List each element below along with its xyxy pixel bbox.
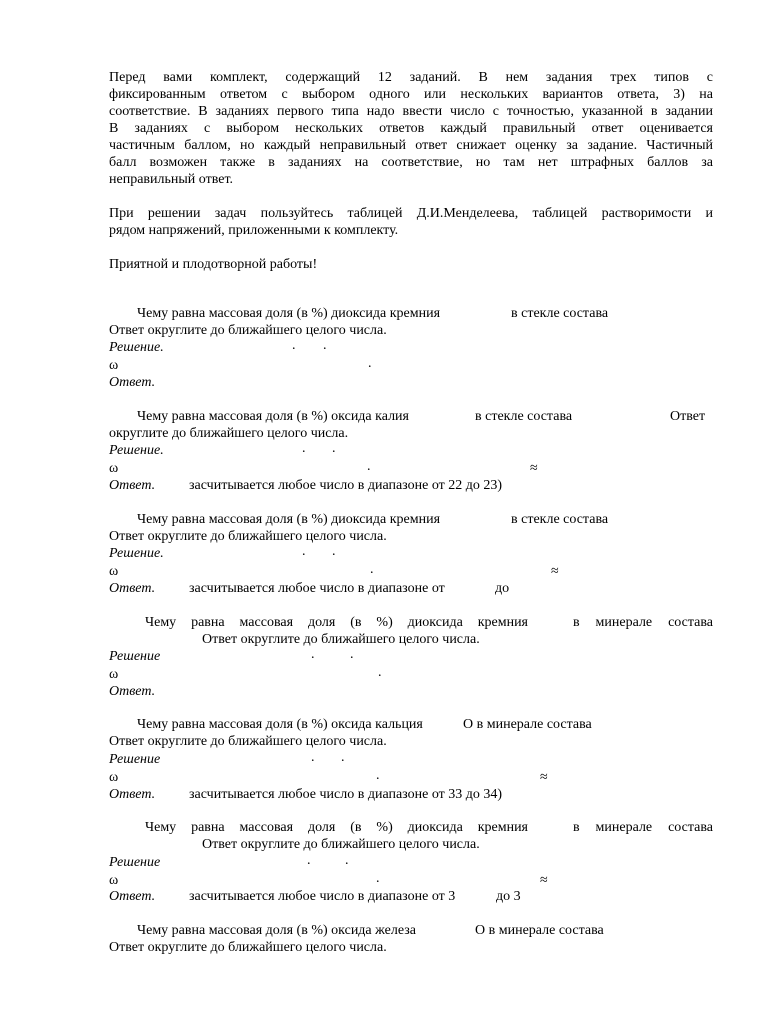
- task5-dot-c: .: [376, 768, 380, 783]
- task2-answer-text: засчитывается любое число в диапазоне от 22 до 23): [189, 478, 503, 493]
- task6-answer-text: засчитывается любое число в диапазоне от 3: [189, 889, 456, 904]
- intro-line-5: частичным баллом, но каждый неправильный ответ снижает оценку за задание. Частичный: [109, 138, 713, 153]
- task4-dot-c: .: [378, 665, 382, 680]
- task3-omega: ω: [109, 564, 119, 579]
- task4-answer-label: Ответ.: [109, 684, 156, 699]
- task6-dot-b: .: [345, 853, 349, 868]
- task6-approx: ≈: [540, 873, 548, 888]
- task2-dot-a: .: [302, 441, 306, 456]
- intro-line-2: фиксированным ответом с выбором одного или нескольких вариантов ответа, 3) на: [109, 87, 713, 102]
- task1-question: Чему равна массовая доля (в %) диоксида кремния: [137, 306, 441, 321]
- task5-dot-b: .: [341, 750, 345, 765]
- task4-solution-label: Решение: [109, 649, 161, 664]
- task6-answer-text-to: до 3: [496, 889, 521, 904]
- task3-approx: ≈: [551, 564, 559, 579]
- task7-round: Ответ округлите до ближайшего целого числа.: [109, 940, 387, 955]
- task6-round: Ответ округлите до ближайшего целого числа.: [202, 837, 480, 852]
- task6-solution-label: Решение: [109, 855, 161, 870]
- task2-question: Чему равна массовая доля (в %) оксида калия: [137, 409, 409, 424]
- task1-question-tail: в стекле состава: [511, 306, 609, 321]
- task6-dot-a: .: [307, 853, 311, 868]
- task2-dot-c: .: [367, 459, 371, 474]
- intro-line-3: соответствие. В заданиях первого типа надо ввести число с точностью, указанной в задании: [109, 104, 713, 119]
- task5-dot-a: .: [311, 750, 315, 765]
- task3-dot-a: .: [302, 544, 306, 559]
- task6-question: Чему равна массовая доля (в %) диоксида кремния: [145, 820, 528, 835]
- task2-question-tail: в стекле состава: [475, 409, 573, 424]
- task3-solution-label: Решение.: [109, 546, 164, 561]
- task2-solution-label: Решение.: [109, 443, 164, 458]
- task3-dot-c: .: [370, 562, 374, 577]
- task5-omega: ω: [109, 770, 119, 785]
- task3-answer-text: засчитывается любое число в диапазоне от: [189, 581, 445, 596]
- task5-question: Чему равна массовая доля (в %) оксида кальция: [137, 717, 423, 732]
- task4-omega: ω: [109, 667, 119, 682]
- task7-question-tail: О в минерале состава: [475, 923, 604, 938]
- task1-round: Ответ округлите до ближайшего целого числа.: [109, 323, 387, 338]
- task1-solution-label: Решение.: [109, 340, 164, 355]
- task6-omega: ω: [109, 873, 119, 888]
- task5-round: Ответ округлите до ближайшего целого числа.: [109, 734, 387, 749]
- task3-dot-b: .: [332, 544, 336, 559]
- intro-line-7: неправильный ответ.: [109, 172, 234, 187]
- task4-question: Чему равна массовая доля (в %) диоксида кремния: [145, 615, 528, 630]
- task5-question-tail: О в минерале состава: [463, 717, 592, 732]
- task3-answer-text-to: до: [495, 581, 510, 596]
- task2-answer-label: Ответ.: [109, 478, 156, 493]
- task6-answer-label: Ответ.: [109, 889, 156, 904]
- task5-solution-label: Решение: [109, 752, 161, 767]
- intro-line-1: Перед вами комплект, содержащий 12 заданий. В нем задания трех типов с: [109, 70, 713, 85]
- task5-approx: ≈: [540, 770, 548, 785]
- task3-answer-label: Ответ.: [109, 581, 156, 596]
- task1-dot-a: .: [292, 338, 296, 353]
- task2-round: округлите до ближайшего целого числа.: [109, 426, 349, 441]
- task5-answer-text: засчитывается любое число в диапазоне от 33 до 34): [189, 787, 503, 802]
- tables-line-2: рядом напряжений, приложенными к комплекту.: [109, 223, 399, 238]
- wish-line: Приятной и плодотворной работы!: [109, 257, 318, 272]
- task3-round: Ответ округлите до ближайшего целого числа.: [109, 529, 387, 544]
- tables-line-1: При решении задач пользуйтесь таблицей Д.И.Менделеева, таблицей растворимости и: [109, 206, 713, 221]
- task4-dot-a: .: [311, 647, 315, 662]
- task6-dot-c: .: [376, 871, 380, 886]
- task2-question-answer: Ответ: [670, 409, 706, 424]
- task1-answer-label: Ответ.: [109, 375, 156, 390]
- task4-round: Ответ округлите до ближайшего целого числа.: [202, 632, 480, 647]
- task1-dot-c: .: [368, 356, 372, 371]
- task3-question-tail: в стекле состава: [511, 512, 609, 527]
- task2-approx: ≈: [530, 461, 538, 476]
- task2-omega: ω: [109, 461, 119, 476]
- task6-question-tail: в минерале состава: [573, 820, 713, 835]
- task3-question: Чему равна массовая доля (в %) диоксида кремния: [137, 512, 441, 527]
- task5-answer-label: Ответ.: [109, 787, 156, 802]
- task2-dot-b: .: [332, 441, 336, 456]
- task4-question-tail: в минерале состава: [573, 615, 713, 630]
- task1-omega: ω: [109, 358, 119, 373]
- intro-line-6: балл возможен также в заданиях на соответствие, но там нет штрафных баллов за: [109, 155, 713, 170]
- task1-dot-b: .: [323, 338, 327, 353]
- task4-dot-b: .: [350, 647, 354, 662]
- task7-question: Чему равна массовая доля (в %) оксида железа: [137, 923, 416, 938]
- intro-line-4: В заданиях с выбором нескольких ответов каждый правильный ответ оценивается: [109, 121, 713, 136]
